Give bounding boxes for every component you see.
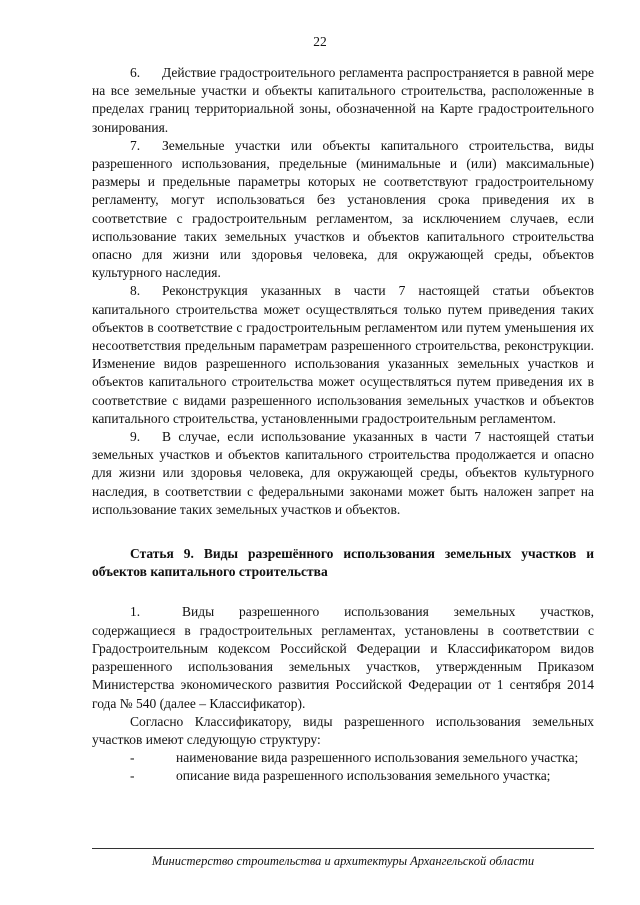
list-item-text: наименование вида разрешенного использования земельного участка; (176, 750, 579, 766)
paragraph-text: Виды разрешенного использования земельных участков, содержащиеся в градостроительных регламентах, установлены в соответствии с Градостроительным кодексом Российской Федерации и Классификатором видов разрешенного использования земельных участков, утвержденным Приказом Министерства экономического развития Российской Федерации от 1 сентября 2014 года № 540 (далее – Классификатор). (92, 604, 594, 711)
paragraph-number: 1. (130, 604, 141, 620)
paragraph-number: 9. (130, 429, 141, 445)
paragraph-text: В случае, если использование указанных в части 7 настоящей статьи земельных участков и объектов капитального строительства продолжается и опасно для жизни или здоровья человека, для окружающей среды, объектов культурного наследия, в соответствии с федеральными законами может быть наложен запрет на использование таких земельных участков и объектов. (92, 429, 594, 517)
article9-paragraph-2: Согласно Классификатору, виды разрешенного использования земельных участков имеют следующую структуру: (92, 713, 594, 747)
list-marker: - (130, 750, 135, 766)
document-body (92, 64, 594, 786)
paragraph-8 (92, 282, 594, 428)
paragraph-6 (92, 64, 594, 137)
article9-paragraph-1 (92, 603, 594, 712)
paragraph-9 (92, 428, 594, 519)
paragraph-number: 7. (130, 137, 141, 153)
paragraph-text: Земельные участки или объекты капитального строительства, виды разрешенного использования, предельные (минимальные и (или) максимальные) размеры и предельные параметры которых не соответствуют градостроительному регламенту, могут использоваться без установления срока приведения их в соответствие с градостроительным регламентом, за исключением случаев, если использование таких земельных участков и объектов капитального строительства опасно для жизни или здоровья человека, для окружающей среды, объектов культурного наследия. (92, 137, 594, 281)
list-item-text: описание вида разрешенного использования земельного участка; (176, 768, 551, 784)
paragraph-7 (92, 137, 594, 283)
footer-divider (92, 848, 594, 849)
list-item (92, 749, 594, 767)
list-item (92, 767, 594, 785)
page-number: 22 (313, 34, 327, 49)
paragraph-number: 8. (130, 283, 141, 299)
paragraph-text: Реконструкция указанных в части 7 настоящей статьи объектов капитального строительства может осуществляться только путем приведения таких объектов в соответствие с градостроительным регламентом или путем уменьшения их несоответствия предельным параметрам разрешенного строительства, реконструкции. Изменение видов разрешенного использования указанных земельных участков и объектов капитального строительства может осуществляться путем приведения их в соответствие с видами разрешенного использования земельных участков и объектов капитального строительства, установленными градостроительным регламентом. (92, 283, 594, 426)
paragraph-text: Действие градостроительного регламента распространяется в равной мере на все земельные участки и объекты капитального строительства, расположенные в пределах границ территориальной зоны, обозначенной на Карте градостроительного зонирования. (92, 65, 594, 135)
page-footer: Министерство строительства и архитектуры Архангельской области (151, 854, 535, 868)
paragraph-number: 6. (130, 65, 141, 80)
article-heading: Статья 9. Виды разрешённого использования земельных участков и объектов капитального строительства (92, 546, 594, 580)
list-marker: - (130, 768, 135, 784)
